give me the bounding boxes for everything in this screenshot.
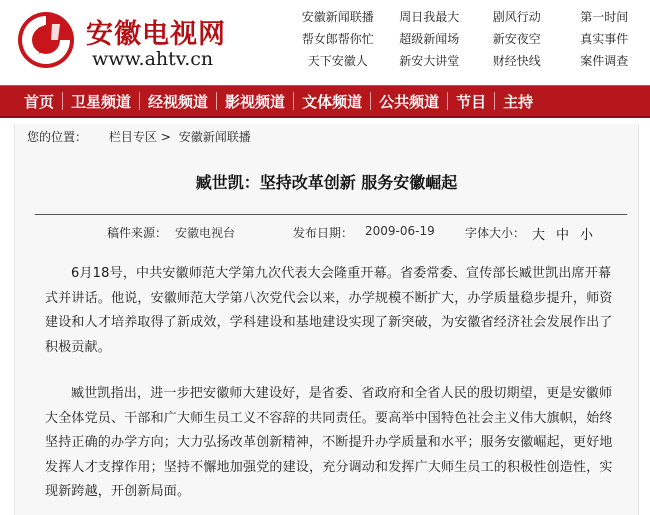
font-size-small[interactable]: 小 bbox=[580, 228, 594, 243]
top-link[interactable]: 周日我最大 bbox=[399, 10, 460, 24]
date-label: 发布日期： bbox=[293, 226, 354, 240]
top-link[interactable]: 案件调查 bbox=[580, 54, 629, 68]
breadcrumb bbox=[27, 128, 255, 145]
font-size-medium[interactable]: 中 bbox=[556, 228, 570, 243]
ahtv-logo-icon bbox=[16, 10, 76, 70]
top-link[interactable]: 安徽新闻联播 bbox=[301, 10, 374, 24]
top-link[interactable]: 新安大讲堂 bbox=[399, 54, 460, 68]
breadcrumb-separator: > bbox=[160, 130, 171, 144]
site-header bbox=[0, 0, 650, 84]
breadcrumb-item[interactable]: 栏目专区 bbox=[108, 130, 157, 144]
breadcrumb-label: 您的位置： bbox=[27, 130, 88, 144]
menu-divider bbox=[370, 92, 371, 110]
menu-item-economy[interactable]: 经视频道 bbox=[148, 92, 209, 111]
logo-wordmark: 安徽电视网 bbox=[86, 19, 226, 50]
top-links-row bbox=[290, 50, 648, 72]
article-paragraph: 臧世凯指出，进一步把安徽师大建设好，是省委、省政府和全省人民的殷切期望，更是安徽师大全体党员、干部和广大师生员工义不容辞的共同责任。要高举中国特色社会主义伟大旗帜，始终坚持正确的办学方向；大力弘扬改革创新精神，不断提升办学质量和水平；服务安徽崛起，更好地发挥人才支撑作用；坚持不懈地加强党的建设，充分调动和发挥广大师生员工的积极性创造性，实现新跨越，开创新局面。 bbox=[45, 386, 613, 499]
menu-divider bbox=[494, 92, 495, 110]
menu-item-sports[interactable]: 文体频道 bbox=[302, 92, 363, 111]
menu-item-public[interactable]: 公共频道 bbox=[379, 92, 440, 111]
top-link[interactable]: 天下安徽人 bbox=[307, 54, 368, 68]
menu-item-film[interactable]: 影视频道 bbox=[225, 92, 286, 111]
breadcrumb-item[interactable]: 安徽新闻联播 bbox=[178, 130, 251, 144]
menu-item-programs[interactable]: 节目 bbox=[456, 92, 487, 111]
top-link[interactable]: 第一时间 bbox=[580, 10, 629, 24]
main-menu-bar bbox=[0, 85, 650, 118]
article-paragraph: 6月18号，中共安徽师范大学第九次代表大会隆重开幕。省委常委、宣传部长臧世凯出席开幕式并讲话。他说，安徽师范大学第八次党代会以来，办学规模不断扩大，办学质量稳步提升，师资建设和人才培养取得了新成效，学科建设和基地建设实现了新突破，为安徽省经济社会发展作出了积极贡献。 bbox=[45, 266, 613, 355]
menu-divider bbox=[62, 92, 63, 110]
top-link[interactable]: 新安夜空 bbox=[492, 32, 541, 46]
top-link[interactable]: 真实事件 bbox=[580, 32, 629, 46]
top-link[interactable]: 剧风行动 bbox=[492, 10, 541, 24]
menu-item-satellite[interactable]: 卫星频道 bbox=[71, 92, 132, 111]
font-size-label: 字体大小： bbox=[465, 226, 526, 240]
source-label: 稿件来源： bbox=[107, 226, 168, 240]
article-panel bbox=[14, 124, 639, 515]
logo-url: www.ahtv.cn bbox=[92, 48, 214, 70]
article-title: 臧世凯：坚持改革创新 服务安徽崛起 bbox=[195, 173, 458, 192]
menu-item-home[interactable]: 首页 bbox=[24, 92, 55, 111]
top-program-links bbox=[290, 6, 648, 72]
date-value: 2009-06-19 bbox=[365, 224, 435, 238]
top-links-row bbox=[290, 28, 648, 50]
menu-divider bbox=[216, 92, 217, 110]
source-value: 安徽电视台 bbox=[175, 226, 236, 240]
font-size-large[interactable]: 大 bbox=[532, 228, 546, 243]
menu-divider bbox=[447, 92, 448, 110]
menu-divider bbox=[139, 92, 140, 110]
site-logo[interactable] bbox=[6, 2, 268, 78]
top-links-row bbox=[290, 6, 648, 28]
top-link[interactable]: 财经快线 bbox=[492, 54, 541, 68]
top-link[interactable]: 帮女郎帮你忙 bbox=[301, 32, 374, 46]
menu-item-hosts[interactable]: 主持 bbox=[503, 92, 534, 111]
menu-divider bbox=[293, 92, 294, 110]
top-link[interactable]: 超级新闻场 bbox=[399, 32, 460, 46]
title-divider bbox=[35, 214, 627, 215]
